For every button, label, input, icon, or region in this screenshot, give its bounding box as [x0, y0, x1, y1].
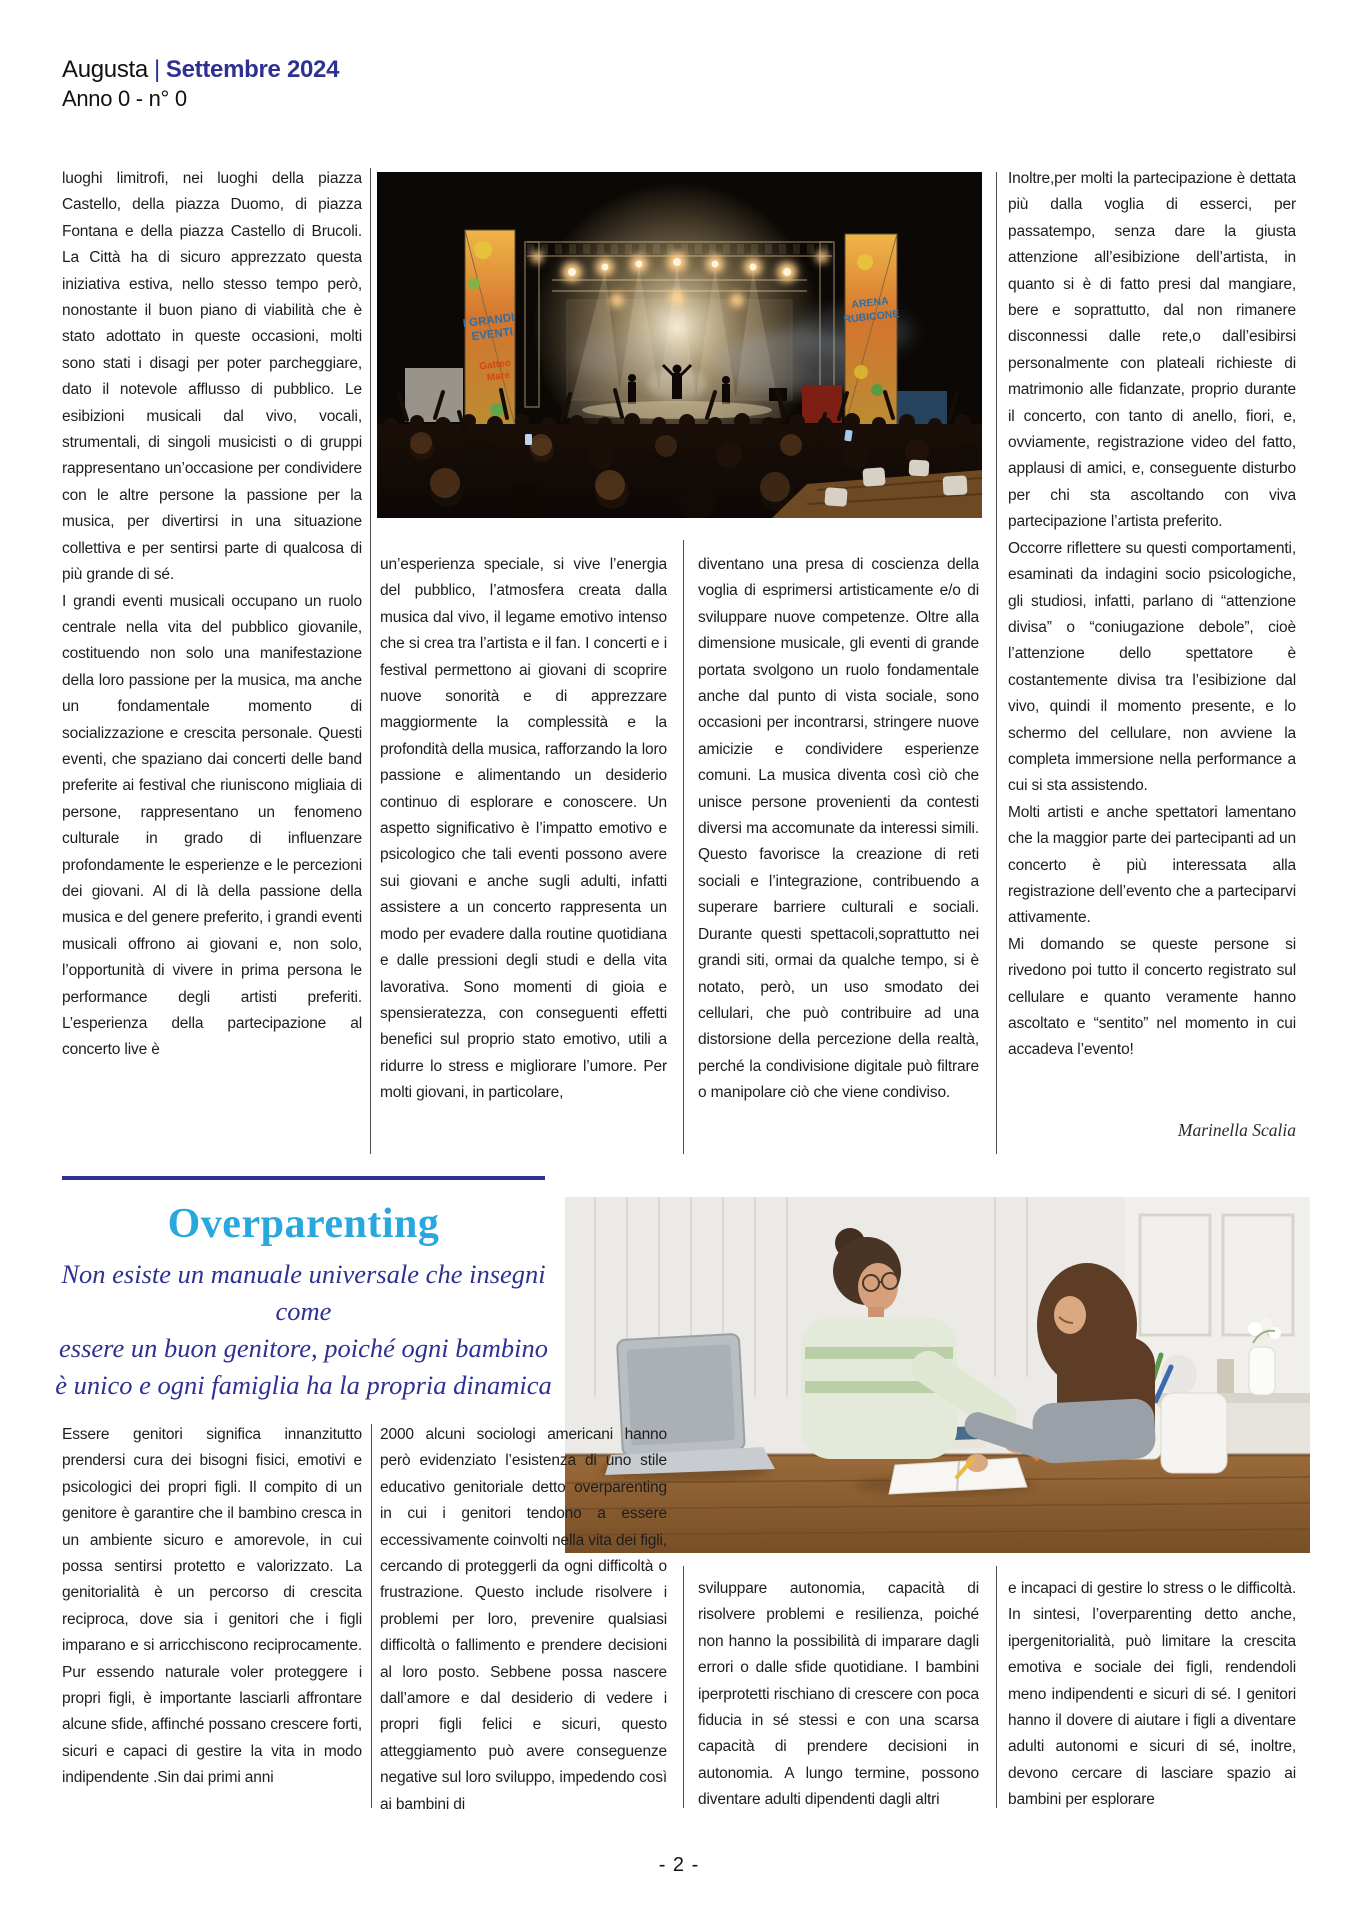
article-column-3 [698, 552, 979, 1156]
article-column-2 [380, 552, 667, 1156]
overparenting-column-2 [380, 1422, 667, 1812]
masthead-edition: Anno 0 - n° 0 [62, 86, 187, 111]
banner-tower-right [842, 234, 900, 426]
section-title: Overparenting [167, 1201, 440, 1247]
paragraph: sviluppare autonomia, capacità di risolvere problemi e resilienza, poiché non hanno la possibilità di imparare dagli errori o dalle sfide quotidiane. I bambini iperprotetti rischiano di crescere con poca fiducia in sé stessi e con una scarsa capacità di prendere decisioni in autonomia. A lungo termine, possono diventare adulti dipendenti dagli altri [698, 1580, 979, 1809]
column-divider [996, 172, 997, 1154]
banner-left-subtext-line1: Gatteo [478, 357, 512, 373]
overparenting-column-3 [698, 1576, 979, 1816]
column-divider [996, 1566, 997, 1808]
paragraph: Occorre riflettere su questi comportamenti, esaminati da indagini socio psicologiche, gli studiosi, infatti, parlano di “attenzione divisa” o “coniugazione debole”, cioè l’attenzione dello spettatore è costantemente divisa tra l’esibizione dal vivo, quindi il momento presente, e lo schermo del cellulare, non avviene la completa immersione nella performance a cui si sta assistendo. [1008, 539, 1296, 795]
section-rule [62, 1176, 545, 1180]
column-divider [371, 1424, 372, 1808]
paragraph: luoghi limitrofi, nei luoghi della piazza Castello, della piazza Duomo, di piazza Fontana e della piazza Castello di Brucoli. La Città ha di sicuro apprezzato questa iniziativa estiva, nello stesso tempo però, nonostante il buon piano di viabilità che è stato adottato in queste occasioni, molti sono stati i disagi per poter parcheggiare, dato il notevole afflusso di pubblico. Le esibizioni musicali dal vivo, vocali, strumentali, di singoli musicisti o di gruppi rappresentano un’occasione per condividere con le altre persone la passione per la musica, per divertirsi in una situazione collettiva e per sentirsi parte di qualcosa di più grande di sé. [62, 170, 362, 584]
banner-tower-left [462, 230, 522, 426]
paragraph: Essere genitori significa innanzitutto prendersi cura dei bisogni fisici, emotivi e psicologici dei propri figli. Il compito di un genitore è garantire che il bambino cresca in un ambiente sicuro e amorevole, in cui possa sentirsi protetto e valorizzato. La genitorialità è un percorso di crescita reciproca, dove sia i genitori che i figli imparano e si arricchiscono reciprocamente. Pur essendo naturale voler proteggere i propri figli, è importante lasciarli affrontare alcune sfide, affinché possano crescere forti, sicuri e capaci di gestire la vita in modo indipendente .Sin dai primi anni [62, 1426, 362, 1787]
homework-photo-illustration [565, 1197, 1310, 1553]
concert-photo [377, 172, 982, 518]
masthead [62, 56, 339, 84]
concert-photo-illustration [377, 172, 982, 518]
column-divider [683, 540, 684, 1154]
banner-left-text-line1: I GRANDI [462, 311, 516, 331]
column-divider [370, 168, 371, 1154]
paragraph: 2000 alcuni sociologi americani hanno però evidenziato l’esistenza di uno stile educativo genitoriale detto overparenting in cui i genitori tendono a essere eccessivamente coinvolti nella vita dei figli, cercando di proteggerli da ogni difficoltà o frustrazione. Questo include risolvere i problemi per loro, prevenire qualsiasi difficoltà o fallimento e prendere decisioni al loro posto. Sebbene possa nascere dall’amore e dal desiderio di vedere i propri figli felici e sicuri, questo atteggiamento può avere conseguenze negative sul loro sviluppo, impedendo così ai bambini di [380, 1426, 667, 1812]
section-subtitle [40, 1256, 567, 1404]
banner-left-subtext-line2: Mare [486, 369, 511, 384]
banner-right-text-line2: RUBICONE [843, 308, 901, 326]
article-column-4 [1008, 166, 1296, 1114]
section-subtitle-line: è unico e ogni famiglia ha la propria dinamica [55, 1370, 552, 1400]
paragraph: I grandi eventi musicali occupano un ruolo centrale nella vita del pubblico giovanile, costituendo non solo una manifestazione della loro passione per la musica, ma anche un fondamentale momento di socializzazione e crescita personale. Questi eventi, che spaziano dai concerti delle band preferite ai festival che riuniscono migliaia di persone, rappresentano un fenomeno culturale in grado di influenzare profondamente le esperienze e le percezioni dei giovani. Al di là della passione della musica e del genere preferito, i grandi eventi musicali offrono ai giovani e, non solo, l’opportunità di vivere in prima persona le performance degli artisti preferiti. L’esperienza della partecipazione al concerto live è [62, 592, 362, 1059]
masthead-place: Augusta [62, 56, 148, 83]
overparenting-column-4 [1008, 1576, 1296, 1816]
masthead-separator: | [153, 56, 160, 83]
section-subtitle-line: essere un buon genitore, poiché ogni bambino [59, 1333, 548, 1363]
article-column-1 [62, 166, 362, 1158]
paragraph: Molti artisti e anche spettatori lamentano che la maggior parte dei partecipanti ad un concerto è più interessata alla registrazione dell’evento che a parteciparvi attivamente. [1008, 803, 1296, 927]
banner-left-text-line2: EVENTI [471, 326, 514, 344]
overparenting-column-1 [62, 1422, 362, 1812]
masthead-date: Settembre 2024 [165, 56, 340, 83]
paragraph: e incapaci di gestire lo stress o le difficoltà. In sintesi, l’overparenting detto anche, ipergenitorialità, può limitare la crescita emotiva e sociale dei figli, rendendoli meno indipendenti e sicuri di sé. I genitori hanno il dovere di aiutare i figli a diventare adulti autonomi e sicuri di sé, inoltre, devono cercare di lasciare spazio ai bambini per esplorare [1008, 1580, 1296, 1809]
page-number: - 2 - [658, 1854, 700, 1876]
paragraph: diventano una presa di coscienza della voglia di esprimersi artisticamente e/o di sviluppare nuove competenze. Oltre alla dimensione musicale, gli eventi di grande portata svolgono un ruolo fondamentale anche dal punto di vista sociale, sono occasioni per incontrarsi, stringere nuove amicizie e condividere esperienze comuni. La musica diventa così ciò che unisce persone provenienti da contesti diversi ma accomunate da interessi simili. Questo favorisce la creazione di reti sociali e l’integrazione, contribuendo a superare barriere culturali e sociali. Durante questi spettacoli,soprattutto nei grandi siti, ormai da qualche tempo, si è notato, però, un uso smodato dei cellulari, che può contribuire ad una distorsione della percezione della realtà, perché la condivisione digitale può filtrare o manipolare ciò che viene condiviso. [698, 556, 979, 1102]
white-trailer [405, 368, 463, 422]
paragraph: Inoltre,per molti la partecipazione è dettata più dalla voglia di esserci, per passatempo, senza dare la giusta attenzione all’esibizione dell’artista, in quanto si è di fatto presi dal mangiare, bere e soprattutto, dal non rimanere disconnessi dalle rete,o dall’esibirsi personalmente con plateali richieste di matrimonio alle fidanzate, proprio durante il concerto, con tanto di anello, fiori, e, ovviamente, registrazione video del fatto, applausi di amici, e, conseguente disturbo per chi sta ascoltando con viva partecipazione l’artista preferito. [1008, 170, 1296, 531]
section-subtitle-line: Non esiste un manuale universale che insegni come [61, 1259, 546, 1326]
article-author: Marinella Scalia [1177, 1120, 1296, 1140]
paragraph: un’esperienza speciale, si vive l’energia del pubblico, l’atmosfera creata dalla musica dal vivo, il legame emotivo intenso che si crea tra l’artista e il fan. I concerti e i festival permettono ai giovani di scoprire nuove sonorità e di apprezzare maggiormente la complessità e la profondità della musica, rafforzando la loro passione e alimentando un desiderio continuo di esplorare e conoscere. Un aspetto significativo è l’impatto emotivo e psicologico che tali eventi possono avere sui giovani e anche sugli adulti, infatti assistere a un concerto rappresenta un modo per evadere dalla routine quotidiana e dalle pressioni degli studi e della vita lavorativa. Sono momenti di gioia e spensieratezza, con conseguenti effetti benefici sul proprio stato emotivo, utili a ridurre lo stress e migliorare l’umore. Per molti giovani, in particolare, [380, 556, 667, 1102]
homework-photo [565, 1197, 1310, 1553]
column-divider [683, 1566, 684, 1808]
paragraph: Mi domando se queste persone si rivedono poi tutto il concerto registrato sul cellulare e quanto veramente hanno ascoltato e “sentito” nel momento in cui accadeva l’evento! [1008, 935, 1296, 1059]
banner-right-text-line1: ARENA [850, 295, 890, 311]
